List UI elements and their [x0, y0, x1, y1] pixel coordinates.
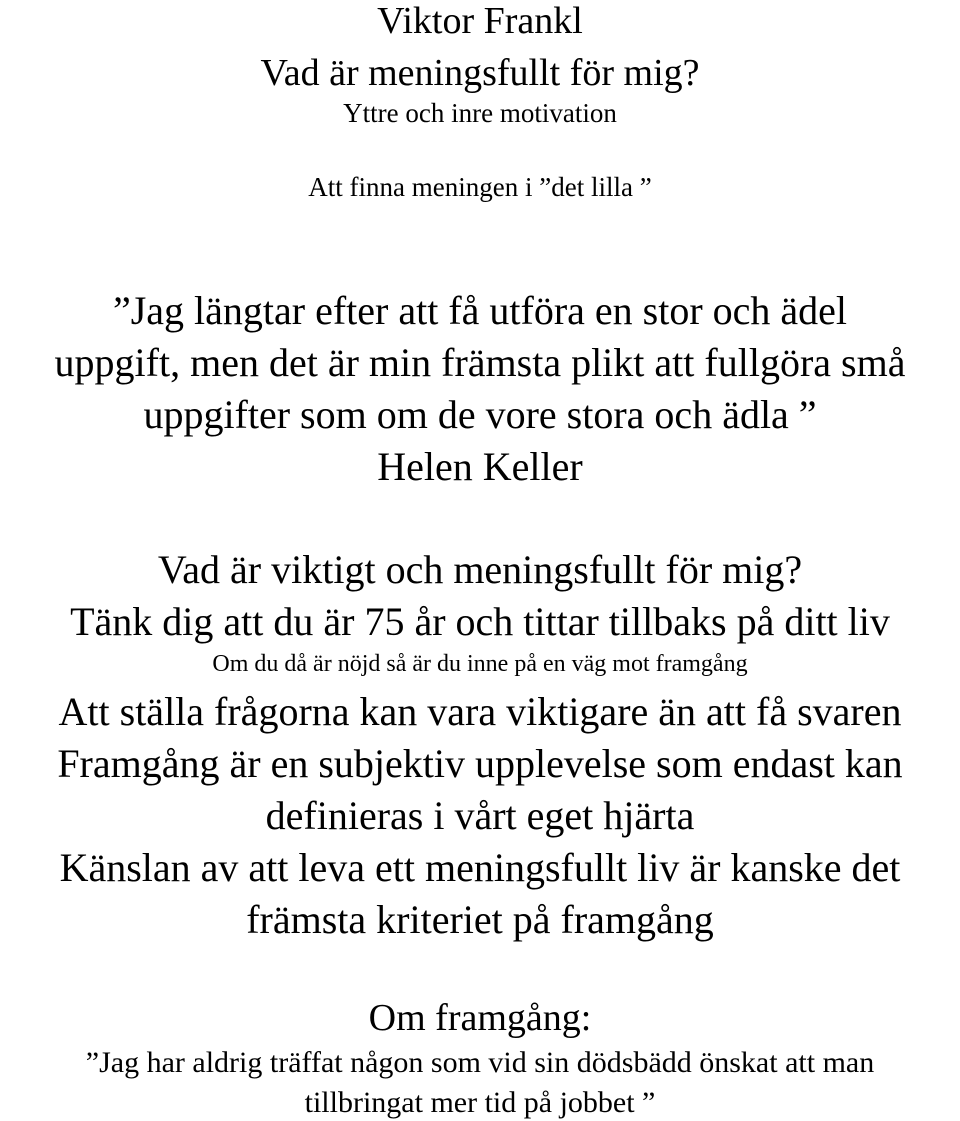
small-things-line: Att finna meningen i ”det lilla ” [308, 172, 652, 202]
quote-line-3: uppgifter som om de vore stora och ädla ” [143, 392, 817, 437]
success-quote-line-1: ”Jag har aldrig träffat någon som vid sin dödsbädd önskat att man [85, 1046, 875, 1079]
success-definition-line-1: Framgång är en subjektiv upplevelse som endast kan [57, 741, 903, 786]
success-quote-line-2: tillbringat mer tid på jobbet ” [304, 1086, 656, 1119]
quote-line-2: uppgift, men det är min främsta plikt att fullgöra små [54, 340, 906, 385]
reflection-asking: Att ställa frågorna kan vara viktigare än att få svaren [58, 689, 902, 734]
success-definition-line-2: definieras i vårt eget hjärta [265, 793, 695, 838]
reflection-satisfied: Om du då är nöjd så är du inne på en väg mot framgång [212, 651, 748, 677]
meaningful-life-line-1: Känslan av att leva ett meningsfullt liv är kanske det [59, 845, 901, 890]
page-title: Viktor Frankl [377, 0, 583, 42]
page-subtitle: Vad är meningsfullt för mig? [260, 52, 700, 94]
motivation-line: Yttre och inre motivation [343, 98, 617, 128]
quote-line-1: ”Jag längtar efter att få utföra en stor och ädel [112, 288, 848, 333]
reflection-question: Vad är viktigt och meningsfullt för mig? [157, 547, 803, 592]
reflection-imagine: Tänk dig att du är 75 år och tittar tillbaks på ditt liv [70, 599, 890, 644]
meaningful-life-line-2: främsta kriteriet på framgång [246, 897, 714, 942]
quote-author: Helen Keller [377, 444, 583, 489]
success-heading: Om framgång: [368, 997, 592, 1039]
